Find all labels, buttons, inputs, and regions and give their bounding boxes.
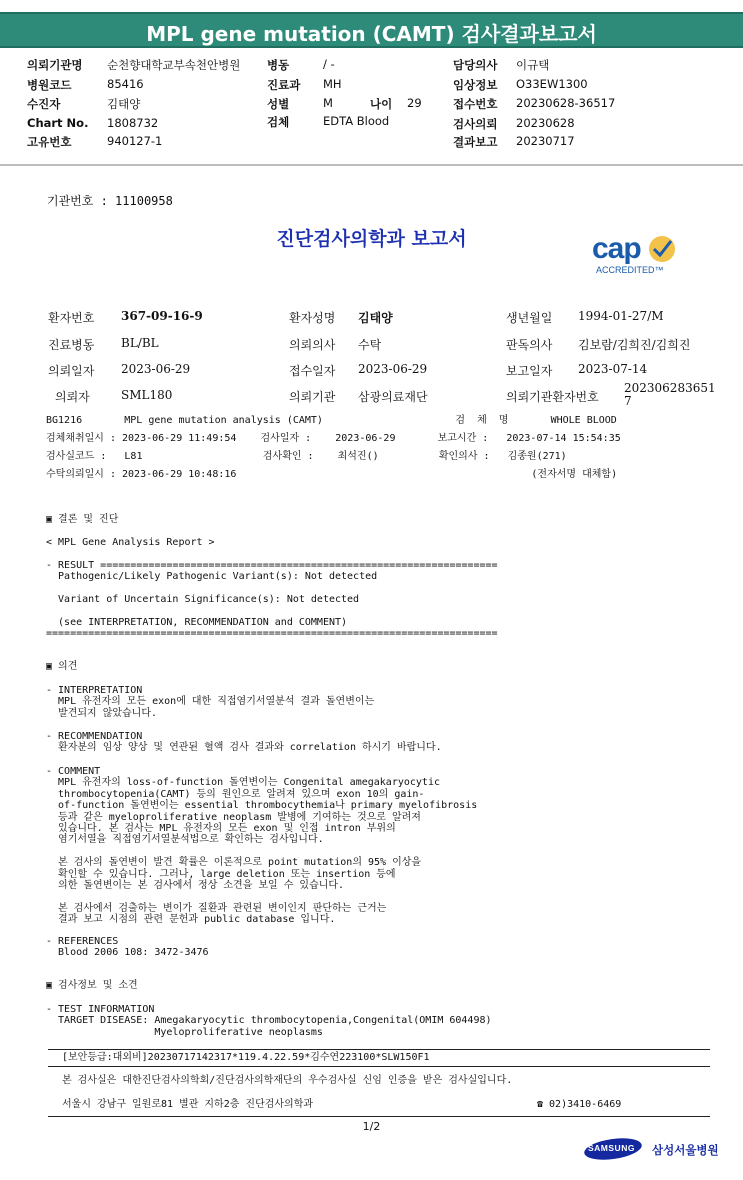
divider [0,164,743,166]
test-info-line: 검사실코드 : L81 검사확인 : 최석진() 확인의사 : 김종원(271) [46,451,567,462]
header-key: 담당의사 [453,58,498,72]
patient-key: 의뢰기관 [289,390,336,404]
patient-key: 환자번호 [48,311,95,325]
test-info-line: 검체채취일시 : 2023-06-29 11:49:54 검사일자 : 2023-06-29 보고시간 : 2023-07-14 15:54:35 [46,433,621,444]
patient-key: 의뢰일자 [48,364,95,378]
patient-key: 생년월일 [506,311,553,325]
patient-key: 보고일자 [506,364,553,378]
test-info-line: BG1216 MPL gene mutation analysis (CAMT) 검 체 명 WHOLE BLOOD [46,415,617,426]
page-number: 1/2 [362,1120,381,1133]
patient-value: 2023-06-29 [358,362,428,376]
patient-value: 삼광의료재단 [358,390,428,404]
hospital-name: 삼성서울병원 [652,1143,719,1157]
patient-value: 2023-06-29 [121,362,191,376]
patient-value: SML180 [121,388,173,402]
patient-value: 202306283651 7 [624,381,716,408]
phone: ☎ 02)3410-6469 [537,1099,622,1110]
security-line: [보안등급:대외비]20230717142317*119.4.22.59*김수연223100*SLW150F1 [62,1052,430,1063]
section-heading-testinfo: ▣ 검사정보 및 소견 [46,980,138,991]
patient-key: 의뢰자 [55,390,90,404]
samsung-wordmark: SAMSUNG [588,1143,635,1153]
result-block: - RESULT ================================================================== Pathogenic/Likely Pathogenic Variant(s): Not detected Variant of Uncertain Significance(s): Not detected (see INTERPRETATION, RECOMMENDATION and COMMENT) =========================================================================== [46,560,498,640]
patient-key: 접수일자 [289,364,336,378]
comment-block: - COMMENT MPL 유전자의 loss-of-function 돌연변이는 Congenital amegakaryocytic thrombocytopenia(CAMT) 등의 원인으로 알려져 있으며 exon 10의 gain- of-function 돌연변이는 essential thrombocythemia나 primary myelofibrosis 등과 같은 myeloproliferative neoplasm 발병에 기여하는 것으로 알려져 있습니다. 본 검사는 MPL 유전자의 모든 exon 및 인접 intron 부위의 염기서열을 직접염기서열분석법으로 확인하는 검사입니다. 본 검사의 돌연변이 발견 확률은 이론적으로 point mutation의 95% 이상을 확인할 수 있습니다. 그러나, large deletion 또는 insertion 등에 의한 돌연변이는 본 검사에서 정상 소견을 보일 수 있습니다. 본 검사에서 검출하는 변이가 질환과 관련된 변이인지 판단하는 근거는 결과 보고 시점의 관련 문헌과 public database 입니다. [46,766,478,926]
address: 서울시 강남구 일원로81 별관 지하2층 진단검사의학과 [62,1099,314,1110]
header-value: 29 [407,96,422,110]
cap-check-icon [646,234,678,264]
footer-rule [48,1049,710,1050]
patient-key: 환자성명 [289,311,336,325]
header-value: 20230717 [516,134,575,148]
patient-value: BL/BL [121,336,159,350]
header-value: 20230628 [516,116,575,130]
patient-value: 김보람/김희진/김희진 [578,338,691,352]
institution-number: 기관번호 : 11100958 [47,194,173,208]
header-key: 성별 [267,97,290,111]
header-value: 순천향대학교부속천안병원 [107,58,241,72]
header-key: Chart No. [27,116,89,130]
recommendation-block: - RECOMMENDATION 환자분의 임상 양상 및 연관된 혈액 검사 결과와 correlation 하시기 바랍니다. [46,731,442,754]
header-value: 940127-1 [107,134,163,148]
patient-value: 수탁 [358,338,382,352]
test-info-line: 수탁의뢰일시 : 2023-06-29 10:48:16 (전자서명 대체함) [46,469,618,480]
header-key: 진료과 [267,78,301,92]
header-value: O33EW1300 [516,77,588,91]
header-value: 김태양 [107,97,141,111]
patient-key: 판독의사 [506,338,553,352]
header-key: 병원코드 [27,78,72,92]
header-value: M [323,96,333,110]
header-key: 임상정보 [453,78,498,92]
header-value: / - [323,57,335,71]
report-title: 진단검사의학과 보고서 [276,228,467,250]
section-heading-opinion: ▣ 의견 [46,661,78,672]
patient-key: 진료병동 [48,338,95,352]
footer-rule [48,1066,710,1067]
patient-value: 1994-01-27/M [578,309,664,323]
header-value: 이규택 [516,58,550,72]
certification-text: 본 검사실은 대한진단검사의학회/진단검사의학재단의 우수검사실 신임 인증을 받은 검사실입니다. [62,1075,513,1086]
title-bar [0,12,743,48]
header-key: 고유번호 [27,135,72,149]
section-heading-result: ▣ 결론 및 진단 [46,514,119,525]
header-key: 의뢰기관명 [27,58,83,72]
header-key: 검체 [267,115,290,129]
report-name: < MPL Gene Analysis Report > [46,537,215,548]
patient-key: 의뢰기관환자번호 [506,390,599,404]
header-key: 병동 [267,58,290,72]
header-value: EDTA Blood [323,114,390,128]
header-key: 접수번호 [453,97,498,111]
cap-letters: cap [592,232,641,265]
cap-accredited-logo [590,232,690,278]
patient-value: 367-09-16-9 [121,309,203,323]
header-key: 나이 [370,97,393,111]
page-title: MPL gene mutation (CAMT) 검사결과보고서 [146,22,597,46]
header-value: 1808732 [107,116,159,130]
test-information-block: - TEST INFORMATION TARGET DISEASE: Amegakaryocytic thrombocytopenia,Congenital(OMIM 604498) Myeloproliferative neoplasms [46,1004,492,1038]
header-value: 20230628-36517 [516,96,616,110]
header-key: 검사의뢰 [453,117,498,131]
footer-rule [48,1116,710,1117]
references-block: - REFERENCES Blood 2006 108: 3472-3476 [46,936,209,959]
header-value: 85416 [107,77,144,91]
patient-value: 2023-07-14 [578,362,648,376]
interpretation-block: - INTERPRETATION MPL 유전자의 모든 exon에 대한 직접염기서열분석 결과 돌연변이는 발견되지 않았습니다. [46,685,375,719]
samsung-logo [584,1139,654,1161]
patient-value: 김태양 [358,311,393,325]
cap-accredited-text: ACCREDITED™ [596,265,664,275]
header-key: 결과보고 [453,135,498,149]
header-key: 수진자 [27,97,61,111]
patient-key: 의뢰의사 [289,338,336,352]
header-value: MH [323,77,342,91]
